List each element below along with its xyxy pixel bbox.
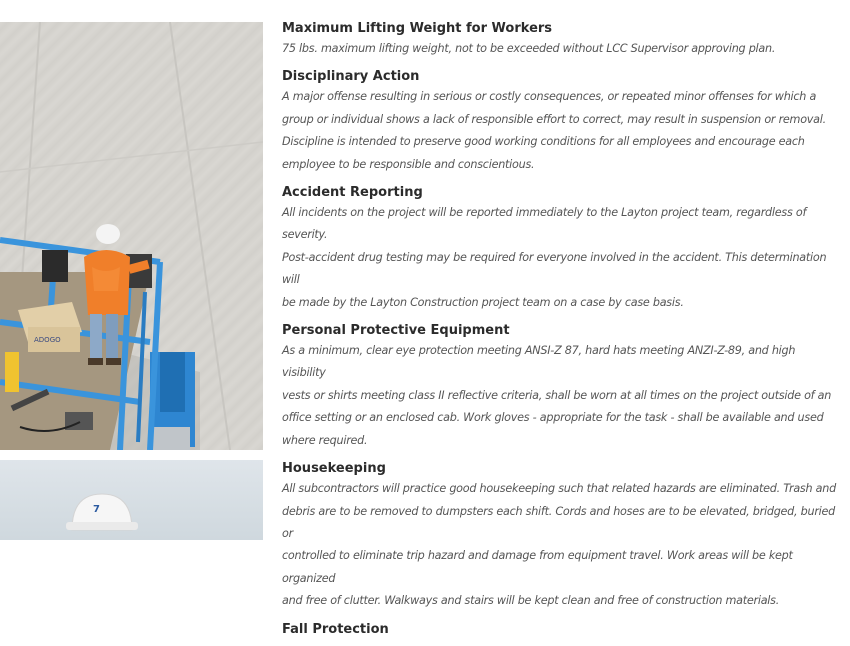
safety-rules-content (282, 19, 837, 646)
hardhat-worker-illustration (0, 460, 263, 540)
section-body-line: group or individual shows a lack of responsible effort to correct, may result in suspension or removal. (282, 112, 826, 126)
section-body-line: A major offense resulting in serious or costly consequences, or repeated minor offenses for which a (282, 90, 817, 104)
section-body-line: As a minimum, clear eye protection meeting ANSI-Z 87, hard hats meeting ANZI-Z-89, and high visibility (282, 344, 796, 380)
section-body-line: where required. (282, 433, 368, 447)
hardhat-worker-photo (0, 460, 263, 540)
section-body-line: All incidents on the project will be reported immediately to the Layton project team, regardless of severity. (282, 206, 807, 242)
section-body-line: be made by the Layton Construction project team on a case by case basis. (282, 295, 684, 309)
section-body-line: 75 lbs. maximum lifting weight, not to be exceeded without LCC Supervisor approving plan. (282, 42, 776, 55)
section-body-line: Post-accident drug testing may be required for everyone involved in the accident. This determination will (282, 250, 827, 287)
lift-box-decal: ADOGO (34, 336, 61, 344)
section-body-line: Discipline is intended to preserve good working conditions for all employees and encourage each (282, 135, 805, 149)
section-disciplinary-action (282, 67, 837, 176)
section-max-lifting-weight (282, 19, 837, 60)
scissor-lift-illustration (0, 22, 263, 450)
section-heading: Disciplinary Action (282, 69, 420, 85)
scissor-lift-photo (0, 22, 263, 450)
section-heading: Housekeeping (282, 461, 386, 477)
section-fall-protection (282, 620, 837, 639)
section-body-line: debris are to be removed to dumpsters each shift. Cords and hoses are to be elevated, bridged, buried or (282, 504, 836, 540)
section-body-line: office setting or an enclosed cab. Work gloves - appropriate for the task - shall be available and used (282, 411, 824, 425)
section-body-line: and free of clutter. Walkways and stairs will be kept clean and free of construction materials. (282, 594, 780, 608)
section-heading: Fall Protection (282, 621, 389, 637)
section-body-line: controlled to eliminate trip hazard and damage from equipment travel. Work areas will be kept organized (282, 549, 793, 585)
section-heading: Personal Protective Equipment (282, 323, 510, 339)
section-body-line: vests or shirts meeting class II reflective criteria, shall be worn at all times on the project outside of an (282, 388, 832, 402)
section-body-line: All subcontractors will practice good housekeeping such that related hazards are eliminated. Trash and (282, 482, 836, 496)
section-body-line: employee to be responsible and conscientious. (282, 157, 535, 171)
hardhat-number: 7 (93, 504, 100, 515)
section-housekeeping (282, 459, 837, 612)
section-heading: Accident Reporting (282, 185, 423, 201)
section-ppe (282, 321, 837, 452)
section-heading: Maximum Lifting Weight for Workers (282, 21, 553, 36)
section-accident-reporting (282, 183, 837, 314)
